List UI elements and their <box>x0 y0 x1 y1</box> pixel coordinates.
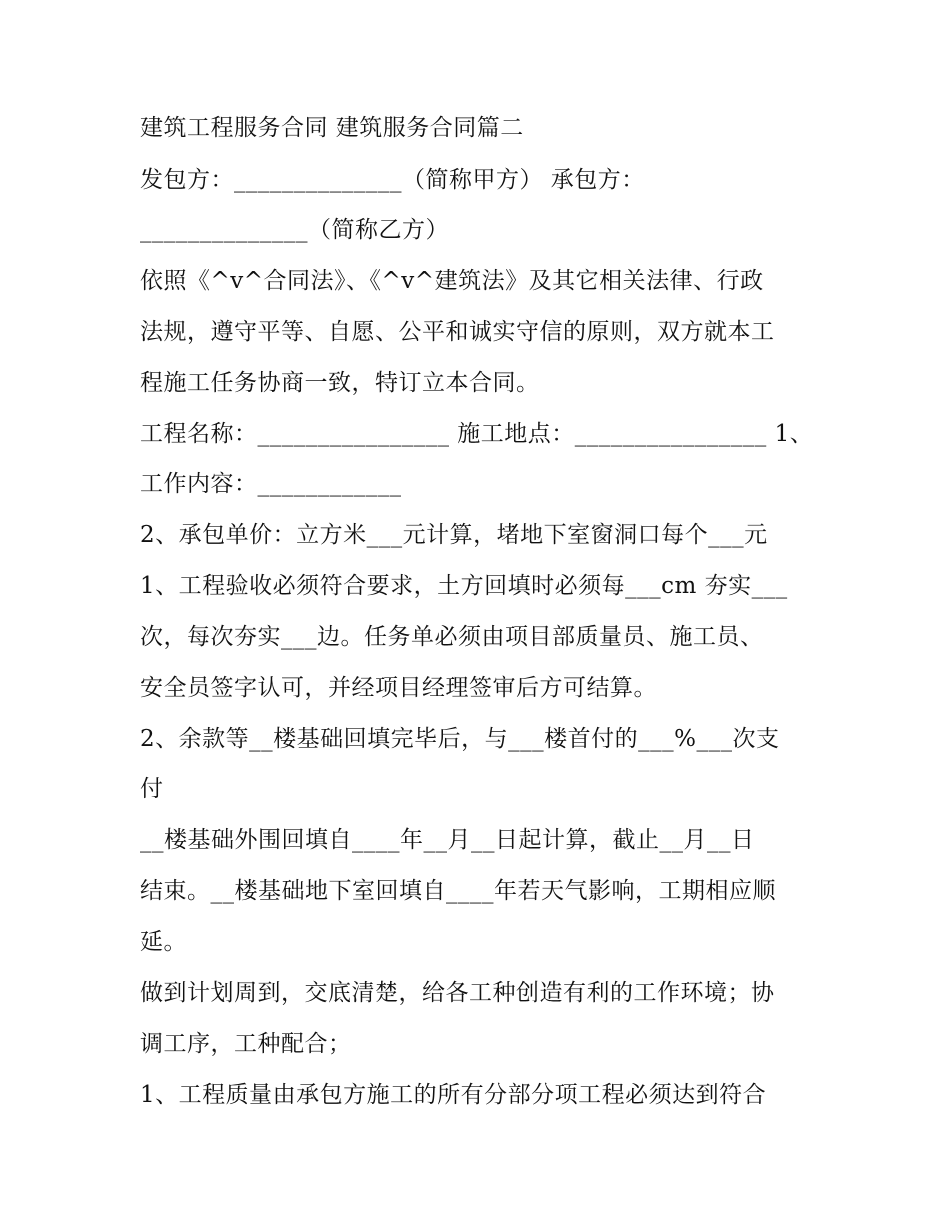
text-line-basis-1: 依照《^v^合同法》、《^v^建筑法》及其它相关法律、行政 <box>140 268 764 294</box>
text-line-payment-1: 2、余款等__楼基础回填完毕后，与___楼首付的___%___次支 <box>140 726 780 752</box>
text-line-planning-1: 做到计划周到，交底清楚，给各工种创造有利的工作环境；协 <box>140 980 775 1006</box>
text-line-schedule-2: 结束。__楼基础地下室回填自____年若天气影响，工期相应顺 <box>140 878 776 904</box>
document-title: 建筑工程服务合同 建筑服务合同篇二 <box>140 115 524 141</box>
text-line-basis-2: 法规，遵守平等、自愿、公平和诚实守信的原则，双方就本工 <box>140 319 775 345</box>
text-line-basis-3: 程施工任务协商一致，特订立本合同。 <box>140 370 540 396</box>
text-line-project-info: 工程名称：________________ 施工地点：________________ 1、 <box>140 421 814 447</box>
text-line-work-content: 工作内容：____________ <box>140 471 402 497</box>
text-line-parties-2: ______________（简称乙方） <box>140 217 449 243</box>
text-line-schedule-3: 延。 <box>140 929 187 955</box>
text-line-planning-2: 调工序，工种配合； <box>140 1031 352 1057</box>
text-line-schedule-1: __楼基础外围回填自____年__月__日起计算，截止__月__日 <box>140 827 755 853</box>
text-line-quality: 1、工程质量由承包方施工的所有分部分项工程必须达到符合 <box>140 1082 767 1108</box>
text-line-acceptance-1: 1、工程验收必须符合要求，土方回填时必须每___cm 夯实___ <box>140 573 788 599</box>
text-line-acceptance-3: 安全员签字认可，并经项目经理签审后方可结算。 <box>140 675 657 701</box>
text-line-unit-price: 2、承包单价：立方米___元计算，堵地下室窗洞口每个___元 <box>140 522 768 548</box>
text-line-acceptance-2: 次，每次夯实___边。任务单必须由项目部质量员、施工员、 <box>140 624 764 650</box>
text-line-payment-2: 付 <box>140 776 164 802</box>
text-line-parties-1: 发包方：______________（简称甲方） 承包方： <box>140 167 645 193</box>
